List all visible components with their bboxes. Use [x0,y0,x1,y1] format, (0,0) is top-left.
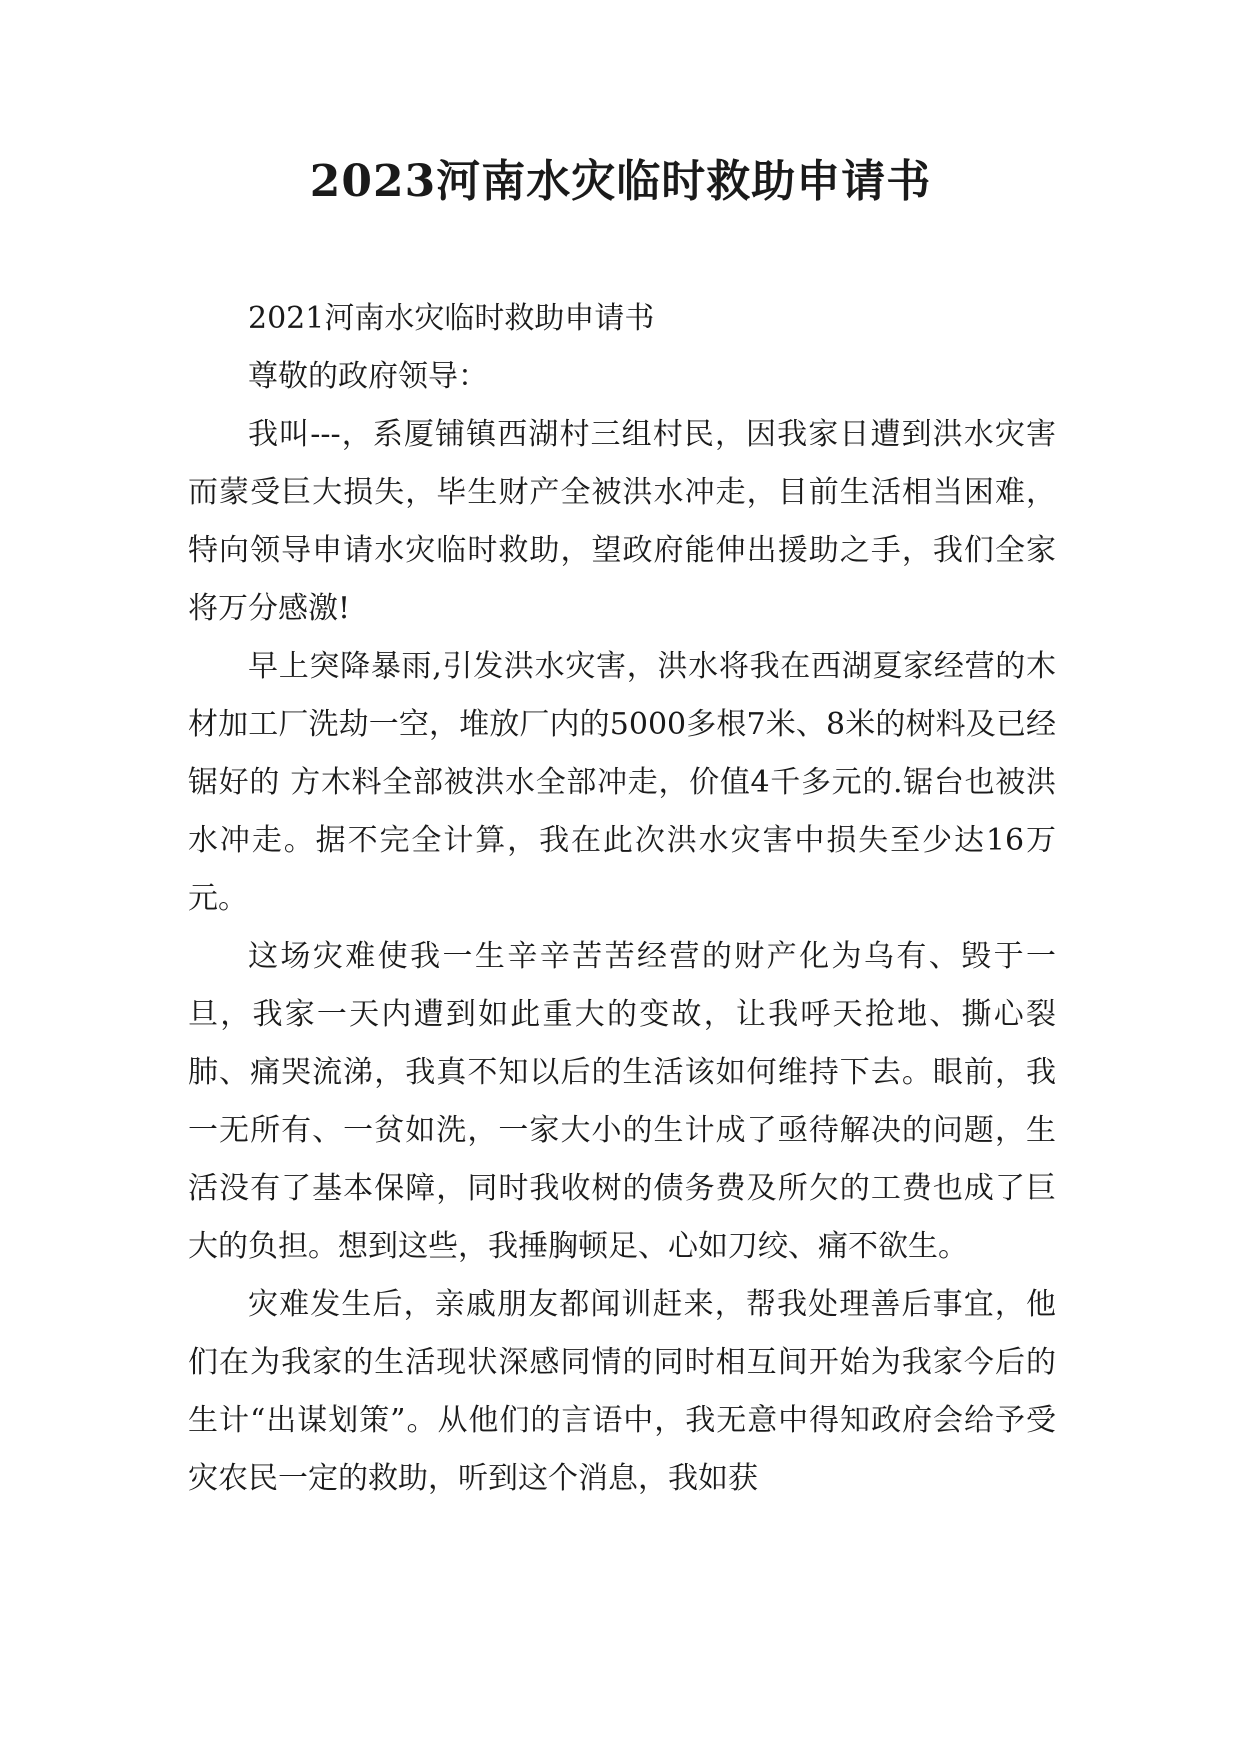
document-body [188,290,1056,1508]
paragraph-introduction: 我叫---，系厦铺镇西湖村三组村民，因我家日遭到洪水灾害而蒙受巨大损失，毕生财产全被洪水冲走，目前生活相当困难，特向领导申请水灾临时救助，望政府能伸出援助之手，我们全家将万分感激! [188,417,1056,626]
document-title: 2023河南水灾临时救助申请书 [309,156,932,207]
paragraph-flood-loss: 早上突降暴雨,引发洪水灾害，洪水将我在西湖夏家经营的木材加工厂洗劫一空，堆放厂内的5000多根7米、8米的树料及已经锯好的 方木料全部被洪水全部冲走，价值4千多元的.锯台也被洪水冲走。据不完全计算，我在此次洪水灾害中损失至少达16万元。 [188,649,1056,916]
paragraph-aftermath: 灾难发生后，亲戚朋友都闻训赶来，帮我处理善后事宜，他们在为我家的生活现状深感同情的同时相互间开始为我家今后的生计“出谋划策”。从他们的言语中，我无意中得知政府会给予受灾农民一定的救助，听到这个消息，我如获 [188,1287,1056,1496]
paragraph-hardship: 这场灾难使我一生辛辛苦苦经营的财产化为乌有、毁于一旦，我家一天内遭到如此重大的变故，让我呼天抢地、撕心裂肺、痛哭流涕，我真不知以后的生活该如何维持下去。眼前，我一无所有、一贫如洗，一家大小的生计成了亟待解决的问题，生活没有了基本保障，同时我收树的债务费及所欠的工费也成了巨大的负担。想到这些，我捶胸顿足、心如刀绞、痛不欲生。 [188,939,1056,1264]
paragraph-salutation: 尊敬的政府领导： [248,359,488,394]
paragraph-subtitle: 2021河南水灾临时救助申请书 [248,301,655,336]
